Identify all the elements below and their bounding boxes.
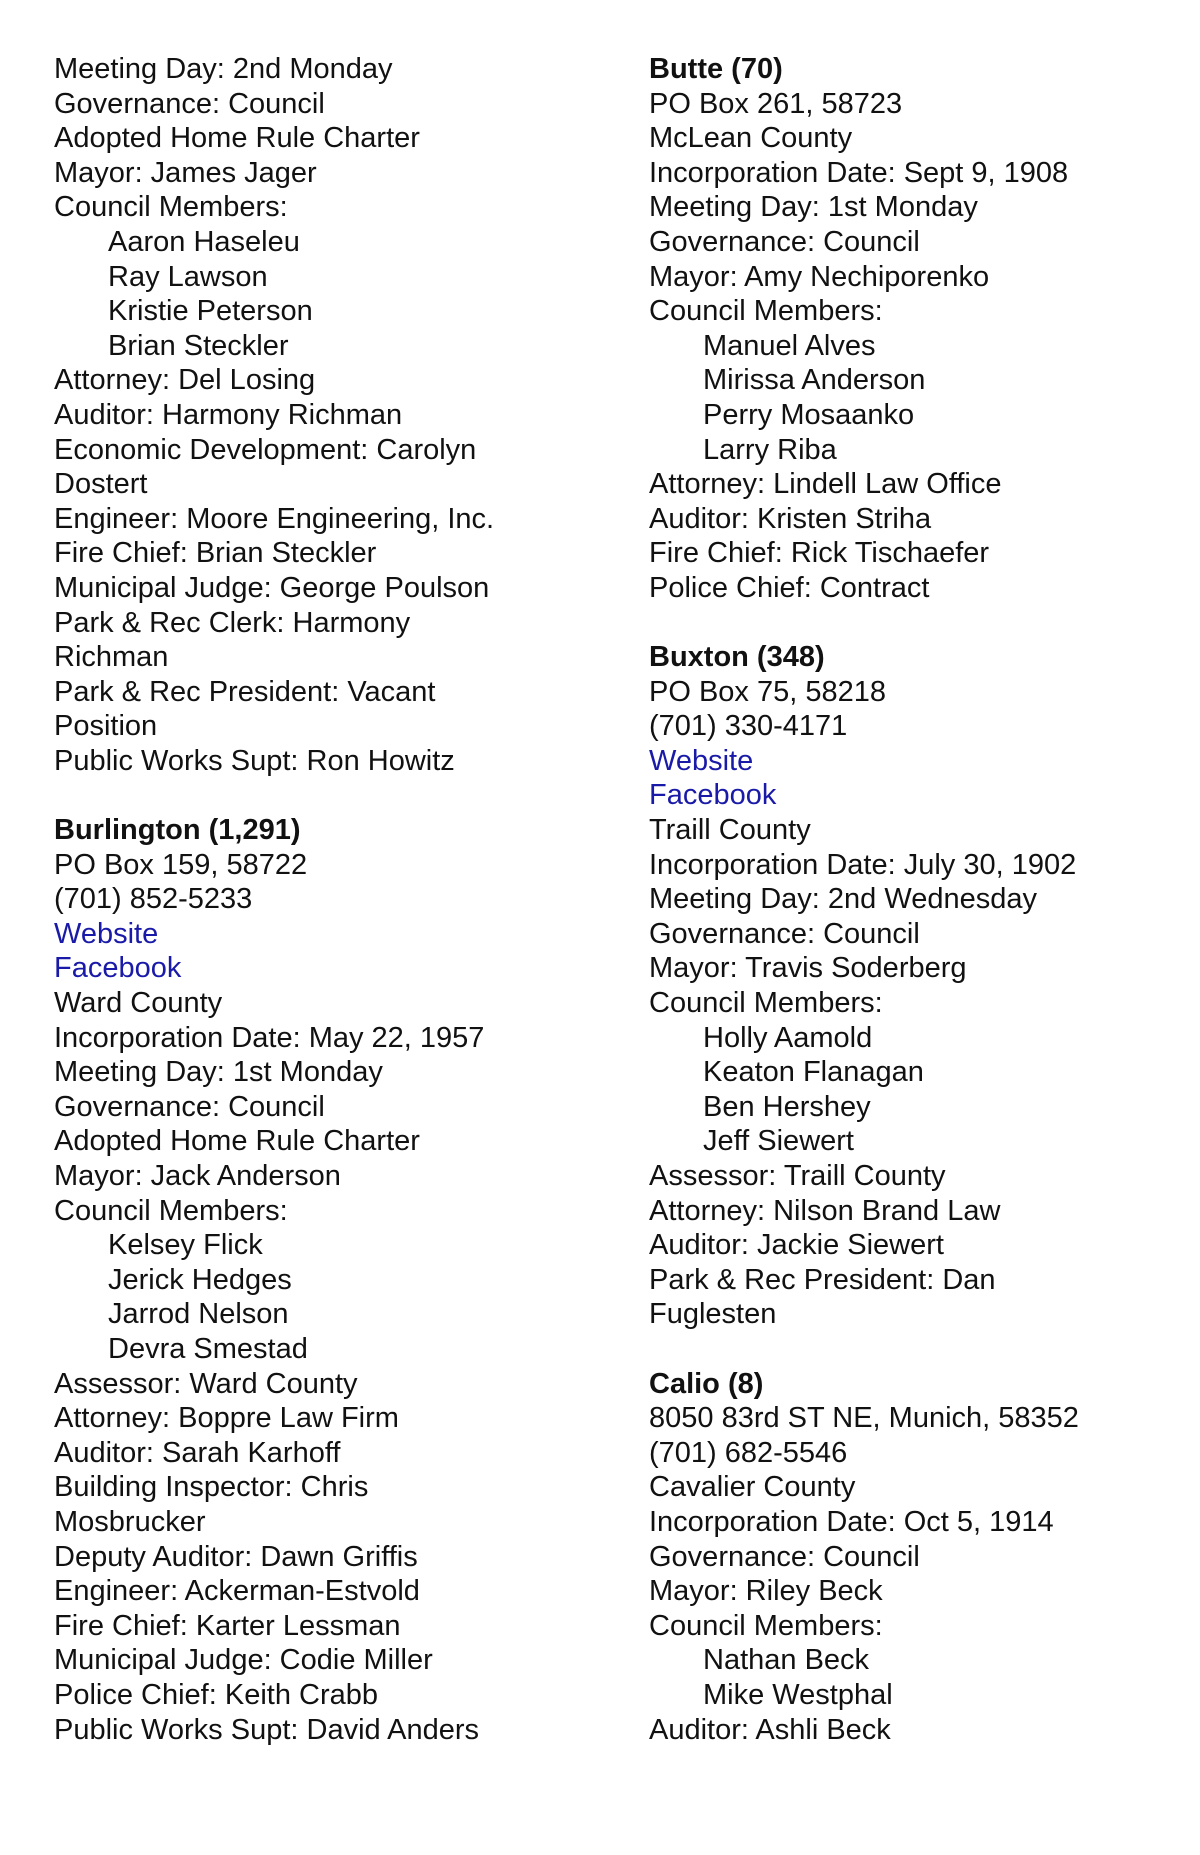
- council-member: Kelsey Flick: [108, 1229, 263, 1262]
- engineer: Engineer: Ackerman-Estvold: [54, 1575, 420, 1608]
- meeting-day: Meeting Day: 2nd Monday: [54, 53, 393, 85]
- city-entry-butte: [649, 52, 1169, 606]
- council-member: Kristie Peterson: [108, 295, 313, 328]
- county: McLean County: [649, 122, 853, 155]
- municipal-judge: Municipal Judge: Codie Miller: [54, 1644, 433, 1677]
- right-column: [649, 52, 1169, 1747]
- website-link[interactable]: Website: [649, 744, 754, 777]
- council-members-label: Council Members:: [649, 295, 883, 328]
- park-rec-president-cont: Position: [54, 710, 158, 743]
- mayor: Mayor: Travis Soderberg: [649, 952, 967, 985]
- council-member: Jeff Siewert: [703, 1125, 854, 1158]
- council-member: Brian Steckler: [108, 329, 289, 362]
- incorporation-date: Incorporation Date: July 30, 1902: [649, 848, 1077, 881]
- meeting-day: Meeting Day: 1st Monday: [649, 191, 978, 224]
- police-chief: Police Chief: Keith Crabb: [54, 1678, 378, 1711]
- council-members-label: Council Members:: [54, 1194, 288, 1227]
- po-box: PO Box 159, 58722: [54, 848, 308, 881]
- mayor: Mayor: Riley Beck: [649, 1575, 883, 1608]
- auditor: Auditor: Ashli Beck: [649, 1713, 891, 1746]
- home-rule-charter: Adopted Home Rule Charter: [54, 1125, 420, 1158]
- park-rec-president: Park & Rec President: Dan: [649, 1263, 996, 1296]
- city-title: Butte (70): [649, 53, 783, 85]
- governance: Governance: Council: [54, 87, 325, 120]
- incorporation-date: Incorporation Date: Sept 9, 1908: [649, 156, 1069, 189]
- phone: (701) 852-5233: [54, 883, 253, 916]
- park-rec-clerk: Park & Rec Clerk: Harmony: [54, 606, 411, 639]
- entry-spacer: [649, 606, 1169, 641]
- mayor: Mayor: Jack Anderson: [54, 1160, 341, 1192]
- park-rec-president: Park & Rec President: Vacant: [54, 675, 436, 708]
- mayor: Mayor: James Jager: [54, 156, 317, 189]
- county: Traill County: [649, 814, 811, 847]
- council-member: Larry Riba: [703, 433, 837, 466]
- left-column: [54, 52, 574, 1747]
- city-entry-continued: [54, 52, 574, 778]
- entry-spacer: [649, 1332, 1169, 1367]
- meeting-day: Meeting Day: 2nd Wednesday: [649, 883, 1037, 916]
- county: Cavalier County: [649, 1471, 856, 1504]
- fire-chief: Fire Chief: Rick Tischaefer: [649, 537, 990, 570]
- council-member: Devra Smestad: [108, 1332, 308, 1365]
- attorney: Attorney: Boppre Law Firm: [54, 1402, 399, 1435]
- public-works-supt: Public Works Supt: David Anders: [54, 1713, 479, 1746]
- phone: (701) 330-4171: [649, 710, 848, 743]
- assessor: Assessor: Traill County: [649, 1160, 946, 1192]
- council-member: Manuel Alves: [703, 329, 876, 362]
- address: 8050 83rd ST NE, Munich, 58352: [649, 1402, 1079, 1435]
- council-member: Nathan Beck: [703, 1644, 870, 1677]
- city-title: Burlington (1,291): [54, 814, 301, 847]
- council-members-label: Council Members:: [649, 1609, 883, 1642]
- park-rec-clerk-cont: Richman: [54, 641, 169, 674]
- engineer: Engineer: Moore Engineering, Inc.: [54, 502, 495, 535]
- council-member: Ray Lawson: [108, 260, 268, 293]
- website-link[interactable]: Website: [54, 917, 159, 950]
- governance: Governance: Council: [649, 1540, 920, 1573]
- assessor: Assessor: Ward County: [54, 1367, 358, 1400]
- governance: Governance: Council: [54, 1090, 325, 1123]
- municipal-judge: Municipal Judge: George Poulson: [54, 571, 490, 604]
- auditor: Auditor: Kristen Striha: [649, 502, 932, 535]
- council-member: Ben Hershey: [703, 1090, 871, 1123]
- city-title: Buxton (348): [649, 641, 825, 674]
- facebook-link[interactable]: Facebook: [649, 779, 777, 812]
- incorporation-date: Incorporation Date: May 22, 1957: [54, 1021, 485, 1054]
- auditor: Auditor: Jackie Siewert: [649, 1229, 944, 1262]
- building-inspector: Building Inspector: Chris: [54, 1471, 369, 1504]
- mayor: Mayor: Amy Nechiporenko: [649, 260, 990, 293]
- po-box: PO Box 261, 58723: [649, 87, 903, 120]
- building-inspector-cont: Mosbrucker: [54, 1505, 206, 1538]
- city-entry-buxton: [649, 640, 1169, 1332]
- facebook-link[interactable]: Facebook: [54, 952, 182, 985]
- police-chief: Police Chief: Contract: [649, 571, 930, 604]
- home-rule-charter: Adopted Home Rule Charter: [54, 122, 420, 155]
- council-member: Mike Westphal: [703, 1678, 893, 1711]
- council-member: Aaron Haseleu: [108, 225, 300, 258]
- fire-chief: Fire Chief: Brian Steckler: [54, 537, 377, 570]
- council-member: Mirissa Anderson: [703, 364, 926, 397]
- park-rec-president-cont: Fuglesten: [649, 1298, 777, 1331]
- attorney: Attorney: Del Losing: [54, 364, 316, 397]
- po-box: PO Box 75, 58218: [649, 675, 886, 708]
- council-member: Perry Mosaanko: [703, 398, 915, 431]
- city-entry-burlington: [54, 813, 574, 1747]
- auditor: Auditor: Sarah Karhoff: [54, 1436, 341, 1469]
- city-title: Calio (8): [649, 1367, 764, 1400]
- fire-chief: Fire Chief: Karter Lessman: [54, 1609, 401, 1642]
- attorney: Attorney: Lindell Law Office: [649, 468, 1002, 501]
- council-members-label: Council Members:: [54, 191, 288, 224]
- council-member: Jerick Hedges: [108, 1263, 292, 1296]
- deputy-auditor: Deputy Auditor: Dawn Griffis: [54, 1540, 418, 1573]
- economic-development-cont: Dostert: [54, 468, 148, 501]
- public-works-supt: Public Works Supt: Ron Howitz: [54, 744, 455, 777]
- economic-development: Economic Development: Carolyn: [54, 433, 477, 466]
- auditor: Auditor: Harmony Richman: [54, 398, 403, 431]
- meeting-day: Meeting Day: 1st Monday: [54, 1056, 383, 1089]
- phone: (701) 682-5546: [649, 1436, 848, 1469]
- entry-spacer: [54, 778, 574, 813]
- council-members-label: Council Members:: [649, 987, 883, 1020]
- city-entry-calio: [649, 1367, 1169, 1748]
- governance: Governance: Council: [649, 917, 920, 950]
- council-member: Jarrod Nelson: [108, 1298, 289, 1331]
- incorporation-date: Incorporation Date: Oct 5, 1914: [649, 1505, 1054, 1538]
- council-member: Holly Aamold: [703, 1021, 873, 1054]
- attorney: Attorney: Nilson Brand Law: [649, 1194, 1001, 1227]
- council-member: Keaton Flanagan: [703, 1056, 924, 1089]
- governance: Governance: Council: [649, 225, 920, 258]
- county: Ward County: [54, 987, 223, 1020]
